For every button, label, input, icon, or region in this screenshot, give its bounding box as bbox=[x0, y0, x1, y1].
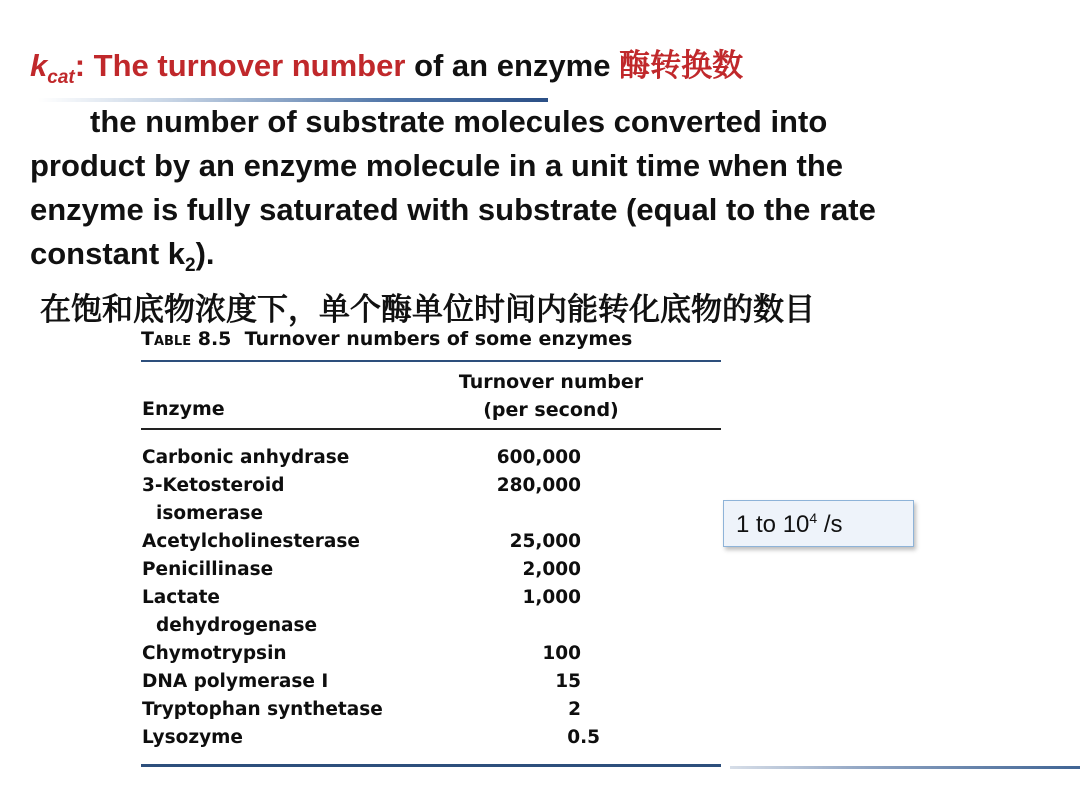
header-enzyme: Enzyme bbox=[142, 398, 225, 420]
definition-line-2: the number of substrate molecules converted into bbox=[90, 104, 828, 140]
turnover-table bbox=[141, 320, 721, 767]
table-row: Penicillinase 2,000 bbox=[142, 559, 581, 580]
definition-line-1: $k_{cat}$: The turnover number of an enzyme 酶转换数 bbox=[30, 48, 744, 89]
definition-line-3: product by an enzyme molecule in a unit time when the bbox=[30, 148, 844, 184]
definition-line-5: constant $k_2$). bbox=[30, 236, 215, 277]
definition-chinese-line: 在饱和底物浓度下，单个酶单位时间内能转化底物的数目 bbox=[40, 292, 815, 329]
header-turnover: Turnover number (per second) bbox=[458, 371, 644, 421]
table-row: Acetylcholinesterase 25,000 bbox=[142, 531, 581, 552]
term-turnover-number: The turnover number bbox=[93, 48, 406, 83]
table-row: Chymotrypsin 100 bbox=[142, 643, 581, 664]
table-row: Lysozyme 0.5 bbox=[142, 727, 600, 748]
definition-text bbox=[30, 44, 1070, 332]
table-bottom-rule bbox=[141, 764, 721, 767]
table-row: Lactate dehydrogenase 1,000 bbox=[142, 587, 581, 636]
table-header bbox=[141, 362, 721, 428]
table-row: Tryptophan synthetase 2 bbox=[142, 699, 581, 720]
table-row: DNA polymerase I 15 bbox=[142, 671, 581, 692]
kcat-symbol: $k_{cat}$ bbox=[30, 48, 75, 89]
term-rest: of an enzyme bbox=[414, 48, 611, 83]
definition-line-4: enzyme is fully saturated with substrate (equal to the rate bbox=[30, 192, 876, 228]
table-body bbox=[141, 430, 721, 764]
table-caption: Table 8.5 Turnover numbers of some enzymes bbox=[141, 328, 633, 350]
turnover-range-callout: 1 to $10^4$ /s bbox=[723, 500, 914, 547]
bottom-decoration-line bbox=[730, 766, 1080, 769]
table-row: Carbonic anhydrase 600,000 bbox=[142, 447, 581, 468]
term-chinese: 酶转换数 bbox=[619, 48, 744, 84]
table-row: 3-Ketosteroid isomerase 280,000 bbox=[142, 475, 581, 524]
